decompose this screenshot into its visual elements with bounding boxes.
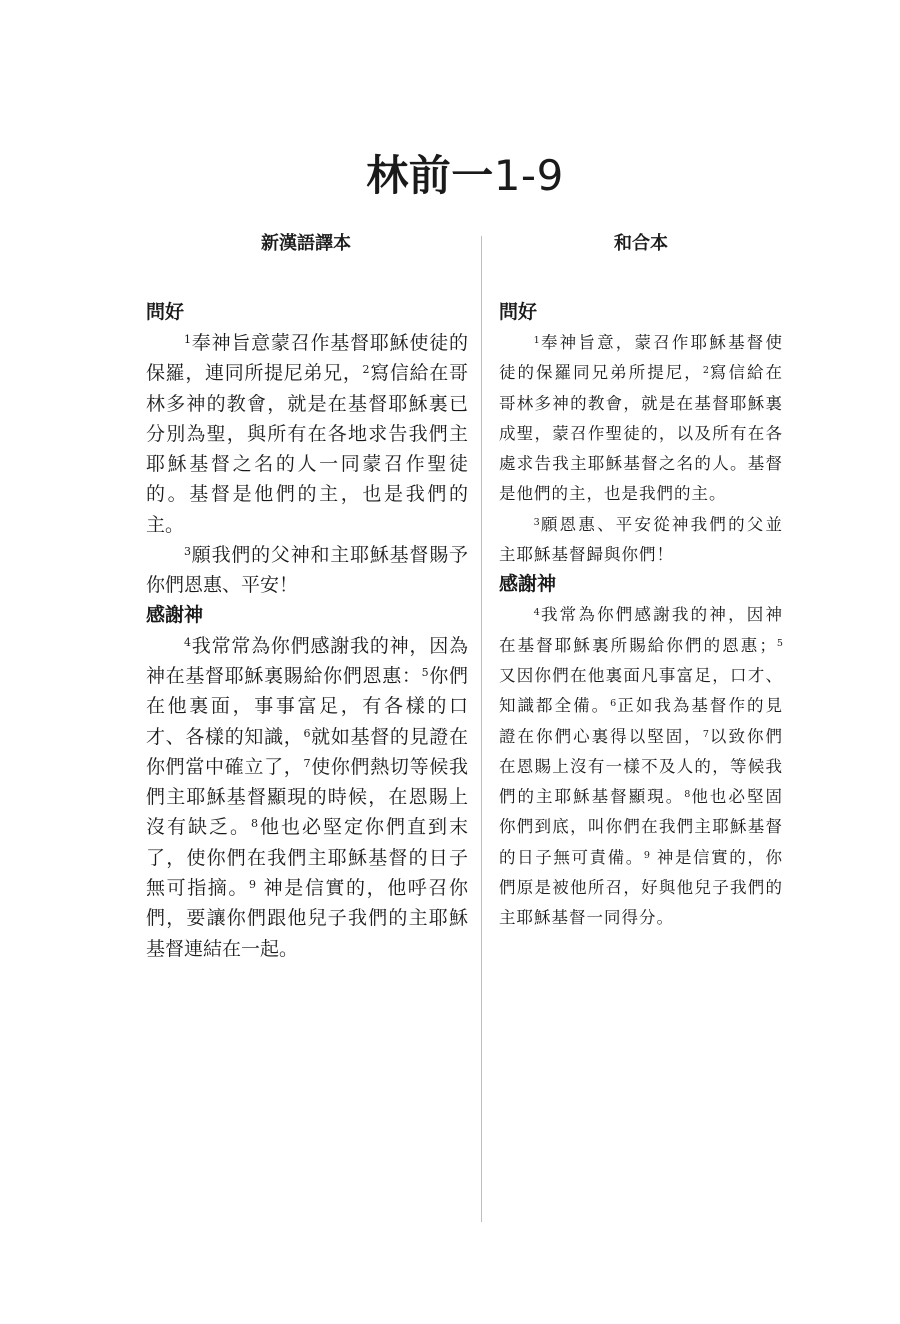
verse-number: 7 (303, 756, 311, 770)
column-divider (481, 236, 482, 1222)
column-left (146, 298, 468, 964)
column-right (499, 298, 783, 934)
paragraph (146, 328, 468, 540)
verse-text: 奉神旨意蒙召作基督耶穌使徒的保羅，連同所提尼弟兄， (146, 332, 468, 385)
verse-text: 正如我為基督作的見證在你們心裏得以堅固， (499, 696, 784, 746)
section-heading: 問好 (146, 301, 185, 323)
verse-text: 願我們的父神和主耶穌基督賜予你們恩惠、平安！ (146, 544, 468, 597)
version-title-right: 和合本 (614, 233, 668, 254)
section-heading: 感謝神 (499, 573, 557, 596)
verse-text: 以致你們在恩賜上沒有一樣不及人的，等候我們的主耶穌基督顯現。 (499, 726, 784, 807)
book-name: 林前一 (366, 151, 494, 200)
paragraph (146, 540, 468, 601)
version-title-left: 新漢語譯本 (261, 233, 351, 254)
verse-number: 8 (684, 788, 691, 800)
section-heading: 問好 (499, 301, 538, 323)
verse-number: 5 (776, 637, 783, 649)
page-title (0, 146, 900, 206)
verse-number: 6 (303, 726, 311, 740)
verse-text: 奉神旨意，蒙召作耶穌基督使徒的保羅同兄弟所提尼， (499, 333, 783, 383)
verse-text: 願恩惠、平安從神我們的父並主耶穌基督歸與你們！ (499, 514, 783, 565)
verse-number: 5 (421, 665, 429, 679)
verse-number: 3 (533, 516, 540, 528)
verse-number: 9 (643, 849, 650, 861)
verse-number: 4 (533, 607, 540, 619)
verse-text: 他也必堅固你們到底，叫你們在我們主耶穌基督的日子無可責備。 (499, 787, 784, 867)
verse-text: 就如基督的見證在你們當中確立了， (146, 725, 468, 778)
verse-number: 2 (702, 365, 709, 377)
paragraph (146, 631, 468, 964)
verse-number: 9 (248, 878, 256, 891)
verse-text: 寫信給在哥林多神的教會，就是在基督耶穌裏已分別為聖，與所有在各地求告我們主耶穌基督之名的人一同蒙召作聖徒的。基督是他們的主，也是我們的主。 (146, 362, 468, 536)
verse-text: 又因你們在他裏面凡事富足，口才、知識都全備。 (499, 665, 783, 716)
verse-text: 我常常為你們感謝我的神，因為神在基督耶穌裏賜給你們恩惠： (146, 634, 468, 687)
paragraph (499, 510, 783, 571)
verse-text: 使你們熱切等候我們主耶穌基督顯現的時候，在恩賜上沒有缺乏。 (146, 755, 468, 839)
verse-number: 8 (251, 817, 259, 831)
verse-number: 1 (533, 334, 540, 346)
verse-number: 4 (184, 635, 192, 649)
verse-text: 寫信給在哥林多神的教會，就是在基督耶穌裏成聖，蒙召作聖徒的，以及所有在各處求告我主耶穌基督之名的人。基督是他們的主，也是我們的主。 (499, 363, 784, 504)
verse-number: 7 (702, 728, 709, 740)
verse-text: 神是信實的，他呼召你們，要讓你們跟他兒子我們的主耶穌基督連結在一起。 (146, 877, 468, 960)
verse-text: 我常為你們感謝我的神，因神在基督耶穌裏所賜給你們的恩惠； (499, 605, 783, 655)
verse-number: 1 (184, 332, 192, 346)
chapter-verse-range: 1-9 (493, 151, 564, 200)
section-heading: 感謝神 (146, 603, 204, 626)
verse-text: 神是信實的，你們原是被他所召，好與他兒子我們的主耶穌基督一同得分。 (499, 847, 784, 928)
verse-number: 3 (184, 545, 192, 559)
verse-text: 他也必堅定你們直到末了，使你們在我們主耶穌基督的日子無可指摘。 (146, 816, 468, 900)
paragraph (499, 328, 783, 510)
verse-number: 2 (362, 363, 370, 377)
paragraph (499, 600, 783, 933)
verse-text: 你們在他裏面，事事富足，有各樣的口才、各樣的知識， (146, 664, 468, 748)
verse-number: 6 (610, 698, 617, 710)
